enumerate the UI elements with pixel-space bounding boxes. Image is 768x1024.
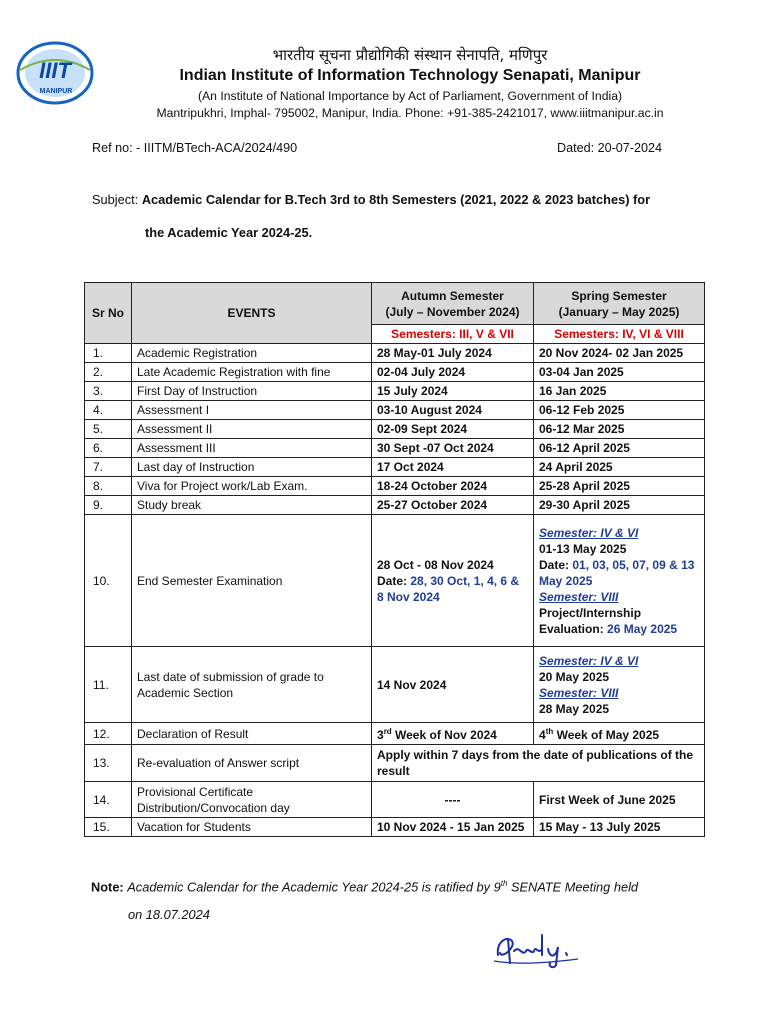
table-row-vacation: 15. Vacation for Students 10 Nov 2024 - 15 Jan 2025 15 May - 13 July 2025 [85, 818, 705, 837]
table-row: 7. Last day of Instruction 17 Oct 2024 24 April 2025 [85, 458, 705, 477]
reference-number: Ref no: - IIITM/BTech-ACA/2024/490 [92, 141, 298, 155]
col-events-header: EVENTS [132, 283, 372, 344]
table-row: 9. Study break 25-27 October 2024 29-30 April 2025 [85, 496, 705, 515]
spring-exam-cell: Semester: IV & VI 01-13 May 2025 Date: 01, 03, 05, 07, 09 & 13 May 2025 Semester: VIII Project/Internship Evaluation: 26 May 2025 [534, 515, 705, 647]
col-spring-header: Spring Semester (January – May 2025) [534, 283, 705, 325]
table-row: 3. First Day of Instruction 15 July 2024 16 Jan 2025 [85, 382, 705, 401]
autumn-exam-cell: 28 Oct - 08 Nov 2024 Date: 28, 30 Oct, 1, 4, 6 & 8 Nov 2024 [372, 515, 534, 647]
col-sr-header: Sr No [85, 283, 132, 344]
institute-address: Mantripukhri, Imphal- 795002, Manipur, India. Phone: +91-385-2421017, www.iiitmanipur.ac.in [156, 106, 664, 120]
institute-name: Indian Institute of Information Technology Senapati, Manipur [179, 67, 641, 84]
autumn-semesters: Semesters: III, V & VII [372, 325, 534, 344]
table-row: 5. Assessment II 02-09 Sept 2024 06-12 Mar 2025 [85, 420, 705, 439]
table-row-end-sem-exam: 10. End Semester Examination 28 Oct - 08 Nov 2024 Date: 28, 30 Oct, 1, 4, 6 & 8 Nov 2024 Semester: IV & VI 01-13 May 2025 Date: 01, 03, 05, 07, 09 & 13 May 2025 Semester: VIII Project/Internship Evaluation: 26 May 2025 [85, 515, 705, 647]
subject-line [92, 192, 650, 207]
logo-sub: MANIPUR [39, 88, 73, 95]
table-row: 2. Late Academic Registration with fine 02-04 July 2024 03-04 Jan 2025 [85, 363, 705, 382]
spring-semesters: Semesters: IV, VI & VIII [534, 325, 705, 344]
table-row: 6. Assessment III 30 Sept -07 Oct 2024 06-12 April 2025 [85, 439, 705, 458]
table-row-grade-submission: 11. Last date of submission of grade to Academic Section 14 Nov 2024 Semester: IV & VI 20 May 2025 Semester: VIII 28 May 2025 [85, 647, 705, 723]
subject-text: Academic Calendar for B.Tech 3rd to 8th Semesters (2021, 2022 & 2023 batches) for [141, 192, 651, 207]
institute-logo [14, 40, 96, 106]
table-row: 8. Viva for Project work/Lab Exam. 18-24 October 2024 25-28 April 2025 [85, 477, 705, 496]
table-row: 1. Academic Registration 28 May-01 July 2024 20 Nov 2024- 02 Jan 2025 [85, 344, 705, 363]
document-date: Dated: 20-07-2024 [557, 141, 663, 155]
note-label: Note: [91, 879, 124, 895]
table-header-row [85, 283, 705, 325]
table-row-result: 12. Declaration of Result 3rd Week of Nov 2024 4th Week of May 2025 [85, 723, 705, 745]
table-row: 4. Assessment I 03-10 August 2024 06-12 Feb 2025 [85, 401, 705, 420]
note-line: Note: Academic Calendar for the Academic Year 2024-25 is ratified by 9th SENATE Meeting held [91, 879, 639, 895]
col-autumn-header: Autumn Semester (July – November 2024) [372, 283, 534, 325]
signature [488, 925, 588, 971]
hindi-name: भारतीय सूचना प्रौद्योगिकी संस्थान सेनापति, मणिपुर [272, 46, 548, 64]
subject-label: Subject: [92, 192, 139, 207]
table-row-convocation: 14. Provisional Certificate Distribution/Convocation day ---- First Week of June 2025 [85, 782, 705, 818]
academic-calendar-table [84, 282, 705, 837]
table-row-reevaluation: 13. Re-evaluation of Answer script Apply within 7 days from the date of publications of the result [85, 745, 705, 782]
spring-grade-cell: Semester: IV & VI 20 May 2025 Semester: VIII 28 May 2025 [534, 647, 705, 723]
logo-text: IIIT [39, 58, 71, 83]
institute-subtitle: (An Institute of National Importance by Act of Parliament, Government of India) [197, 89, 623, 103]
subject-line-2: the Academic Year 2024-25. [145, 225, 313, 240]
note-line-2: on 18.07.2024 [128, 907, 210, 922]
